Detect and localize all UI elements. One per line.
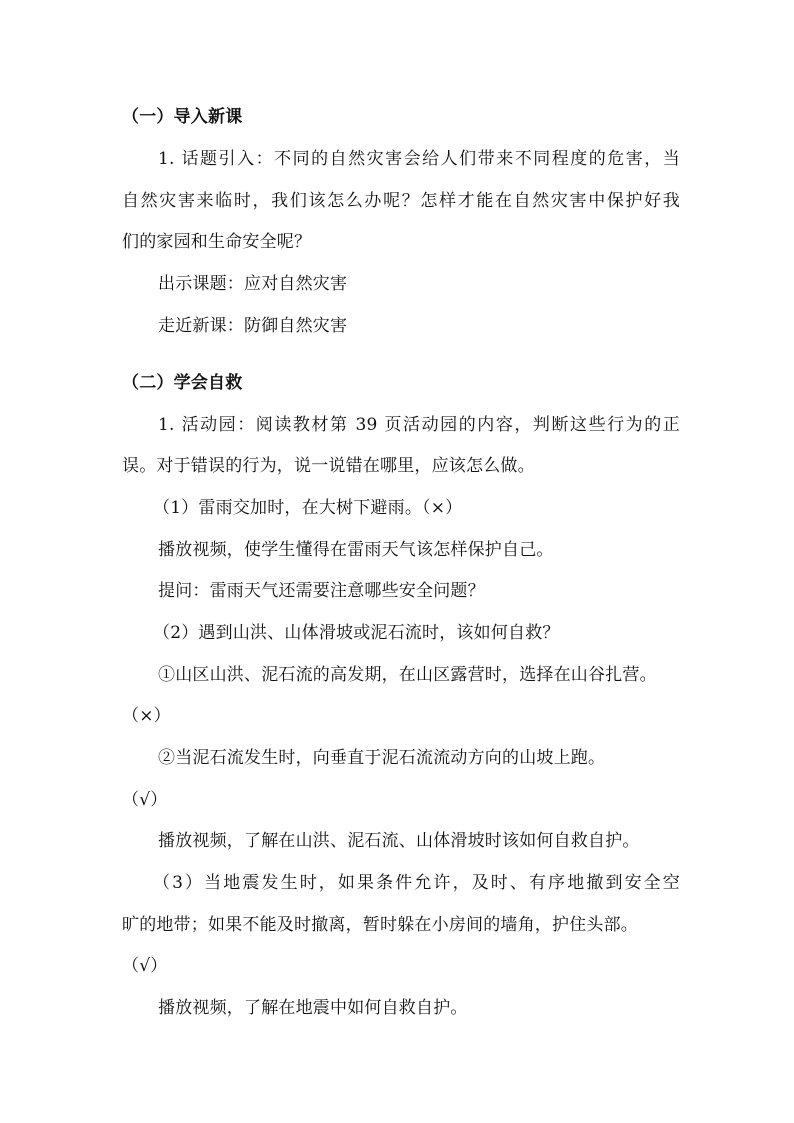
item-flood-landslide: （2）遇到山洪、山体滑坡或泥石流时，该如何自救？ (153, 623, 560, 643)
item-flood-camp-line2: （×） (122, 706, 171, 726)
paragraph-activity-line2: 误。对于错误的行为，说一说错在哪里，应该怎么做。 (122, 456, 535, 476)
paragraph-topic-intro-line3: 们的家园和生命安全呢？ (122, 232, 312, 252)
video-thunderstorm: 播放视频，使学生懂得在雷雨天气该怎样保护自己。 (158, 540, 554, 560)
new-lesson: 走近新课：防御自然灾害 (158, 316, 348, 336)
paragraph-topic-intro-line2: 自然灾害来临时，我们该怎么办呢？怎样才能在自然灾害中保护好我 (122, 191, 680, 211)
item-flood-camp-line1: ①山区山洪、泥石流的高发期，在山区露营时，选择在山谷扎营。 (158, 665, 657, 685)
video-earthquake: 播放视频，了解在地震中如何自救自护。 (158, 998, 468, 1018)
paragraph-topic-intro-line1: 1. 话题引入：不同的自然灾害会给人们带来不同程度的危害，当 (158, 149, 680, 169)
item-earthquake-line3: （√） (122, 956, 168, 976)
section-heading-intro: （一）导入新课 (122, 107, 243, 127)
item-earthquake-line1: （3）当地震发生时，如果条件允许，及时、有序地撤到安全空 (153, 873, 680, 893)
question-thunderstorm: 提问：雷雨天气还需要注意哪些安全问题？ (158, 581, 485, 601)
lesson-topic: 出示课题：应对自然灾害 (158, 274, 348, 294)
item-mudslide-run-line2: （√） (122, 790, 168, 810)
paragraph-activity-line1: 1. 活动园：阅读教材第 39 页活动园的内容，判断这些行为的正 (158, 415, 680, 435)
item-mudslide-run-line1: ②当泥石流发生时，向垂直于泥石流流动方向的山坡上跑。 (158, 748, 606, 768)
item-thunderstorm: （1）雷雨交加时，在大树下避雨。（×） (153, 498, 463, 518)
video-flood-landslide: 播放视频，了解在山洪、泥石流、山体滑坡时该如何自救自护。 (158, 831, 640, 851)
item-earthquake-line2: 旷的地带；如果不能及时撤离，暂时躲在小房间的墙角，护住头部。 (122, 915, 638, 935)
section-heading-self-rescue: （二）学会自救 (122, 373, 243, 393)
